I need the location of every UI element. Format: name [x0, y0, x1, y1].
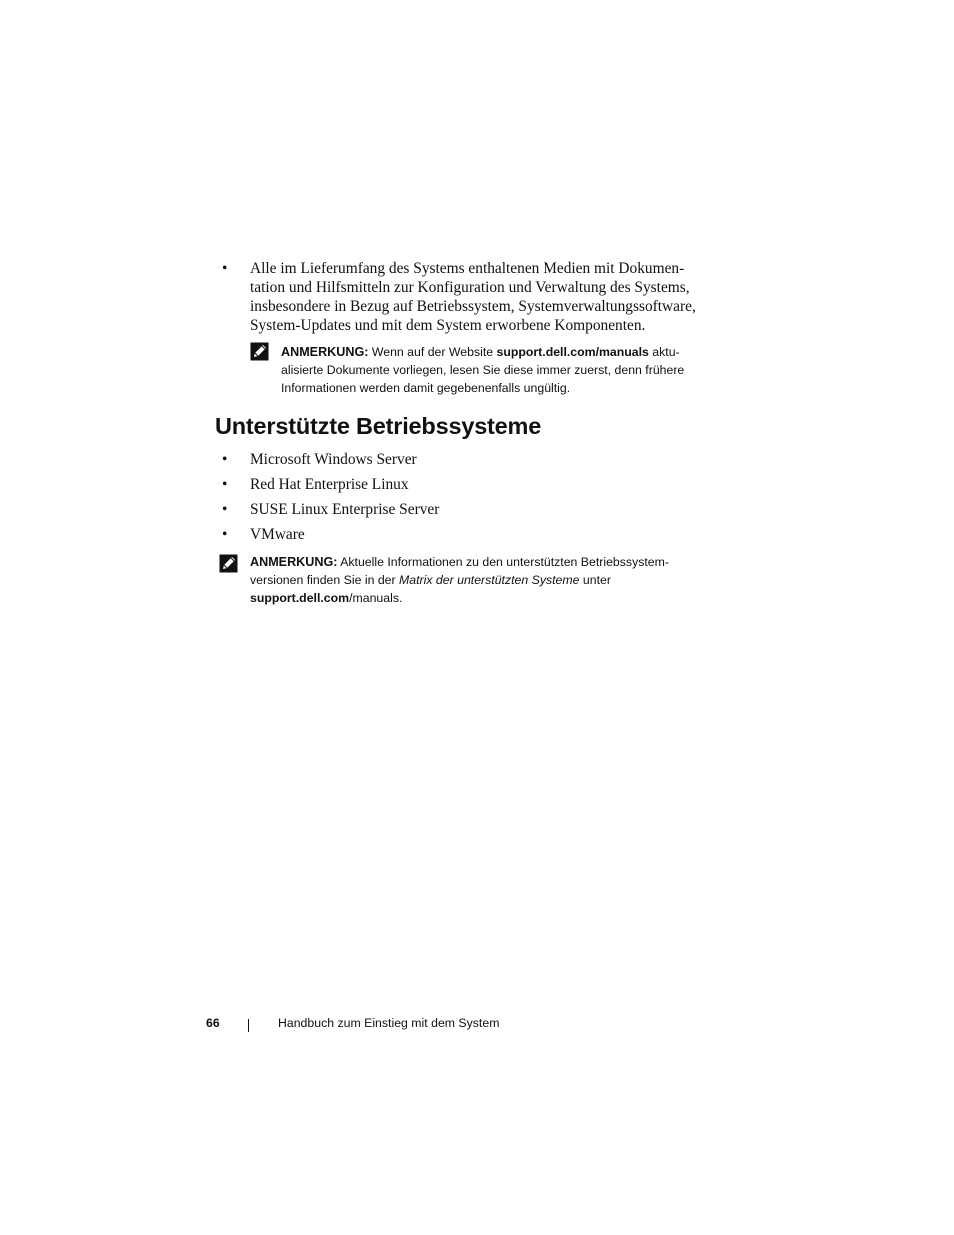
bullet-icon: • [222, 451, 228, 468]
bullet-icon: • [222, 526, 228, 543]
list-item [222, 525, 712, 544]
manuals-link[interactable]: support.dell.com/manuals [496, 345, 649, 359]
note-text: Wenn auf der Website [368, 345, 497, 359]
note-line [250, 553, 700, 571]
note-line [281, 343, 701, 361]
note-text: versionen finden Sie in der [250, 573, 400, 587]
note-line [250, 571, 700, 589]
footer-title: Handbuch zum Einstieg mit dem System [278, 1016, 500, 1030]
intro-bullet-list [222, 259, 712, 335]
bullet-icon: • [222, 476, 228, 493]
list-item-line: System-Updates und mit dem System erworbene Komponenten. [250, 317, 646, 334]
support-link[interactable]: support.dell.com [250, 591, 350, 605]
note-label: ANMERKUNG: [281, 345, 369, 359]
os-item-label: Red Hat Enterprise Linux [250, 476, 409, 493]
list-item-line: insbesondere in Bezug auf Betriebssystem, Systemverwaltungssoftware, [250, 298, 696, 315]
bullet-icon: • [222, 501, 228, 518]
pencil-note-icon [250, 342, 269, 361]
note-line [250, 589, 700, 607]
list-item [222, 450, 712, 469]
list-item [222, 475, 712, 494]
note-line: Informationen werden damit gegebenenfalls ungültig. [281, 381, 571, 395]
note-text: Aktuelle Informationen zu den unterstützten Betriebssystem- [337, 555, 669, 569]
note-callout [281, 343, 701, 397]
note-label: ANMERKUNG: [250, 555, 338, 569]
footer-separator [248, 1019, 249, 1032]
section-heading: Unterstützte Betriebssysteme [215, 413, 542, 439]
page-number: 66 [206, 1016, 220, 1030]
os-item-label: SUSE Linux Enterprise Server [250, 501, 440, 518]
note-text: unter [579, 573, 611, 587]
note-callout [250, 553, 700, 607]
bullet-icon: • [222, 260, 228, 277]
note-text: aktu- [648, 345, 680, 359]
matrix-reference: Matrix der unterstützten Systeme [399, 573, 580, 587]
pencil-note-icon [219, 554, 238, 573]
note-line: alisierte Dokumente vorliegen, lesen Sie diese immer zuerst, denn frühere [281, 363, 685, 377]
list-item [222, 500, 712, 519]
os-item-label: Microsoft Windows Server [250, 451, 417, 468]
os-bullet-list [222, 450, 712, 550]
list-item [222, 259, 712, 335]
note-text: /manuals. [349, 591, 403, 605]
list-item-line: Alle im Lieferumfang des Systems enthaltenen Medien mit Dokumen- [250, 260, 685, 277]
os-item-label: VMware [250, 526, 305, 543]
list-item-line: tation und Hilfsmitteln zur Konfiguration und Verwaltung des Systems, [250, 279, 690, 296]
